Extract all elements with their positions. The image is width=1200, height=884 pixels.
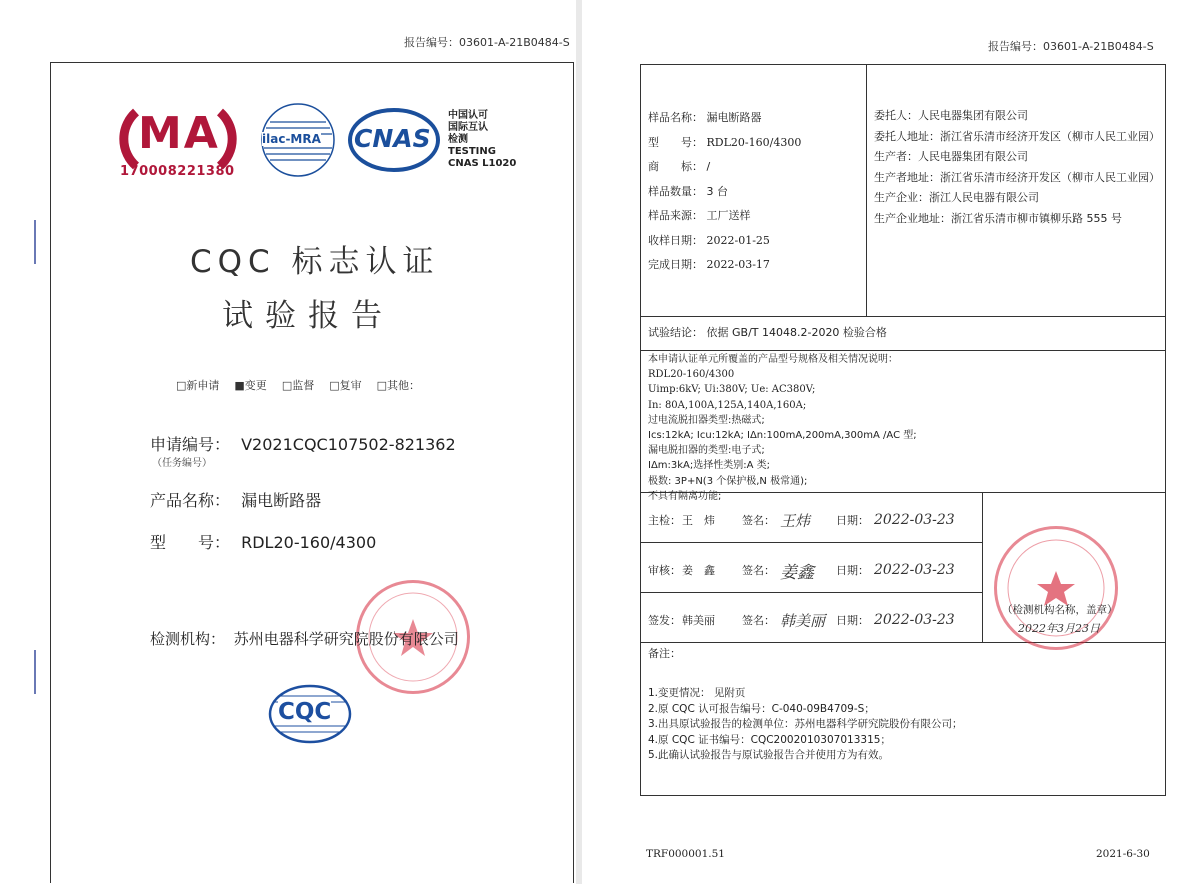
model-value: RDL20-160/4300 xyxy=(241,533,377,552)
field-label: 委托人地址： xyxy=(874,129,940,143)
field-label: 样品来源： xyxy=(648,209,703,222)
field-label: 收样日期： xyxy=(648,233,703,247)
testing-org-label: 检测机构： xyxy=(150,630,226,648)
signer-name: 韩美丽 xyxy=(682,614,715,627)
sign-label: 签名： xyxy=(742,614,775,627)
divider xyxy=(640,542,982,543)
note-item: 3.出具原试验报告的检测单位：苏州电器科学研究院股份有限公司； xyxy=(648,718,963,730)
model-row xyxy=(150,530,376,553)
option-other: □其他： xyxy=(376,379,421,392)
field-label: 生产者： xyxy=(874,150,918,163)
application-number-label: 申请编号： xyxy=(150,435,231,454)
signer-role: 签发： xyxy=(648,614,681,627)
signer-row-inspector xyxy=(648,510,978,540)
note-item: 5.此确认试验报告与原试验报告合并使用方为有效。 xyxy=(648,749,890,761)
option-review: □复审 xyxy=(329,379,362,392)
field-label: 生产企业地址： xyxy=(874,211,951,225)
field-value: 浙江省乐清市经济开发区（柳市人民工业园） xyxy=(940,170,1160,184)
divider xyxy=(640,592,982,593)
field-value: 漏电断路器 xyxy=(706,111,762,124)
handwritten-date: 2022-03-23 xyxy=(874,612,955,628)
field-value: / xyxy=(706,160,711,173)
divider xyxy=(866,64,867,316)
cnas-line: CNAS L1020 xyxy=(448,158,517,169)
spec-line: RDL20-160/4300 xyxy=(648,369,735,381)
option-supervision: □监督 xyxy=(281,379,315,392)
field-value: 人民电器集团有限公司 xyxy=(918,109,1028,122)
spec-section xyxy=(648,352,917,504)
binding-mark xyxy=(34,220,36,264)
field-label: 委托人： xyxy=(874,109,918,122)
cnas-text: CNAS xyxy=(354,124,431,153)
report-number: 报告编号：03601-A-21B0484-S xyxy=(404,36,570,49)
cma-text: MA xyxy=(138,108,220,159)
product-name-row xyxy=(150,488,321,511)
report-title-line2: 试验报告 xyxy=(222,298,394,334)
cnas-line: 国际互认 xyxy=(448,122,488,133)
spec-line: Ics:12kA; Icu:12kA; IΔn:100mA,200mA,300mA /AC 型; xyxy=(648,430,917,442)
report-title-line1: CQC 标志认证 xyxy=(190,244,440,280)
sample-info xyxy=(648,106,801,278)
product-name-label: 产品名称： xyxy=(150,491,231,510)
cnas-line: TESTING xyxy=(448,146,496,157)
sample-row xyxy=(648,204,801,229)
signer-role: 审核： xyxy=(648,564,681,577)
signer-name: 姜 鑫 xyxy=(682,564,715,577)
seal-date: 2022年3月23日 xyxy=(1018,622,1100,635)
signer-row-reviewer xyxy=(648,560,978,590)
product-name-value: 漏电断路器 xyxy=(241,491,322,510)
client-row xyxy=(874,188,1160,209)
option-change: ■变更 xyxy=(234,379,267,392)
sample-row xyxy=(648,155,801,180)
client-row xyxy=(874,147,1160,168)
cover-frame xyxy=(50,62,574,883)
application-number-row xyxy=(150,432,456,455)
field-label: 样品数量： xyxy=(648,184,703,198)
testing-org-row xyxy=(150,628,459,649)
handwritten-signature: 姜鑫 xyxy=(780,563,814,583)
note-item: 4.原 CQC 证书编号：CQC2002010307013315； xyxy=(648,733,891,746)
form-date: 2021-6-30 xyxy=(1096,848,1150,860)
date-label: 日期： xyxy=(836,514,869,527)
field-value: 浙江省乐清市经济开发区（柳市人民工业园） xyxy=(940,129,1160,143)
spec-line: In: 80A,100A,125A,140A,160A; xyxy=(648,399,807,411)
divider xyxy=(982,492,983,642)
seal-caption: （检测机构名称，盖章） xyxy=(1002,604,1118,616)
notes-list xyxy=(648,686,963,764)
cnas-line: 检测 xyxy=(448,134,468,145)
field-value: 人民电器集团有限公司 xyxy=(918,150,1028,163)
note-item: 1.变更情况： 见附页 xyxy=(648,687,746,699)
field-label: 商 标： xyxy=(648,160,703,173)
client-info xyxy=(874,106,1160,229)
report-number: 报告编号：03601-A-21B0484-S xyxy=(988,40,1154,53)
sign-label: 签名： xyxy=(742,514,775,527)
signer-name: 王 炜 xyxy=(682,514,715,527)
test-conclusion: 试验结论： 依据 GB/T 14048.2-2020 检验合格 xyxy=(648,326,887,339)
signer-row-approver xyxy=(648,610,978,640)
sample-row xyxy=(648,180,801,205)
sample-row xyxy=(648,106,801,131)
spec-line: 不具有隔离功能; xyxy=(648,490,722,502)
date-label: 日期： xyxy=(836,564,869,577)
field-label: 生产企业： xyxy=(874,191,929,204)
spec-line: 过电流脱扣器类型:热磁式; xyxy=(648,414,765,426)
field-value: 3 台 xyxy=(706,184,728,198)
notes-title: 备注： xyxy=(648,647,681,660)
form-code: TRF000001.51 xyxy=(646,848,725,860)
testing-org-value: 苏州电器科学研究院股份有限公司 xyxy=(233,630,459,648)
note-item: 2.原 CQC 认可报告编号：C-040-09B4709-S； xyxy=(648,702,875,715)
field-label: 生产者地址： xyxy=(874,170,940,184)
signer-role: 主检： xyxy=(648,514,681,527)
application-type-options xyxy=(176,377,420,393)
divider xyxy=(640,350,1165,351)
client-row xyxy=(874,209,1160,230)
right-page xyxy=(582,0,1200,884)
field-value: 2022-01-25 xyxy=(706,233,770,247)
field-value: 工厂送样 xyxy=(706,209,751,222)
field-label: 型 号： xyxy=(648,135,703,149)
field-label: 样品名称： xyxy=(648,111,703,124)
cnas-logo xyxy=(348,108,440,172)
field-label: 完成日期： xyxy=(648,258,703,271)
spec-line: Uimp:6kV; Ui:380V; Ue: AC380V; xyxy=(648,384,816,396)
ilac-text: ilac-MRA xyxy=(262,132,321,146)
cnas-caption xyxy=(448,110,516,170)
cma-number: 170008221380 xyxy=(120,164,235,179)
binding-mark xyxy=(34,650,36,694)
spec-line: 漏电脱扣器的类型:电子式; xyxy=(648,445,765,457)
handwritten-date: 2022-03-23 xyxy=(874,562,955,578)
model-label: 型 号： xyxy=(150,533,231,552)
handwritten-date: 2022-03-23 xyxy=(874,512,955,528)
spec-title: 本申请认证单元所覆盖的产品型号规格及相关情况说明： xyxy=(648,354,898,365)
handwritten-signature: 王炜 xyxy=(780,512,811,530)
handwritten-signature: 韩美丽 xyxy=(780,612,826,630)
task-number-note: （任务编号） xyxy=(152,458,212,469)
field-value: 浙江省乐清市柳市镇柳乐路 555 号 xyxy=(951,211,1122,225)
cma-logo xyxy=(118,104,238,184)
option-new: □新申请 xyxy=(176,379,220,392)
field-value: 浙江人民电器有限公司 xyxy=(929,191,1039,204)
sample-row xyxy=(648,131,801,156)
cqc-logo xyxy=(268,684,352,744)
client-row xyxy=(874,106,1160,127)
client-row xyxy=(874,127,1160,148)
field-value: 2022-03-17 xyxy=(706,258,770,271)
field-value: RDL20-160/4300 xyxy=(706,135,802,149)
application-number-value: V2021CQC107502-821362 xyxy=(241,435,456,454)
date-label: 日期： xyxy=(836,614,869,627)
left-page xyxy=(0,0,576,884)
divider xyxy=(640,316,1165,317)
spec-line: 极数: 3P+N(3 个保护极,N 极常通); xyxy=(648,475,808,487)
ilac-mra-logo xyxy=(260,102,336,178)
spec-line: IΔm:3kA;选择性类别:A 类; xyxy=(648,460,771,472)
sign-label: 签名： xyxy=(742,564,775,577)
sample-row xyxy=(648,229,801,254)
cnas-line: 中国认可 xyxy=(448,110,488,121)
cqc-text: CQC xyxy=(278,699,332,725)
client-row xyxy=(874,168,1160,189)
sample-row xyxy=(648,253,801,278)
